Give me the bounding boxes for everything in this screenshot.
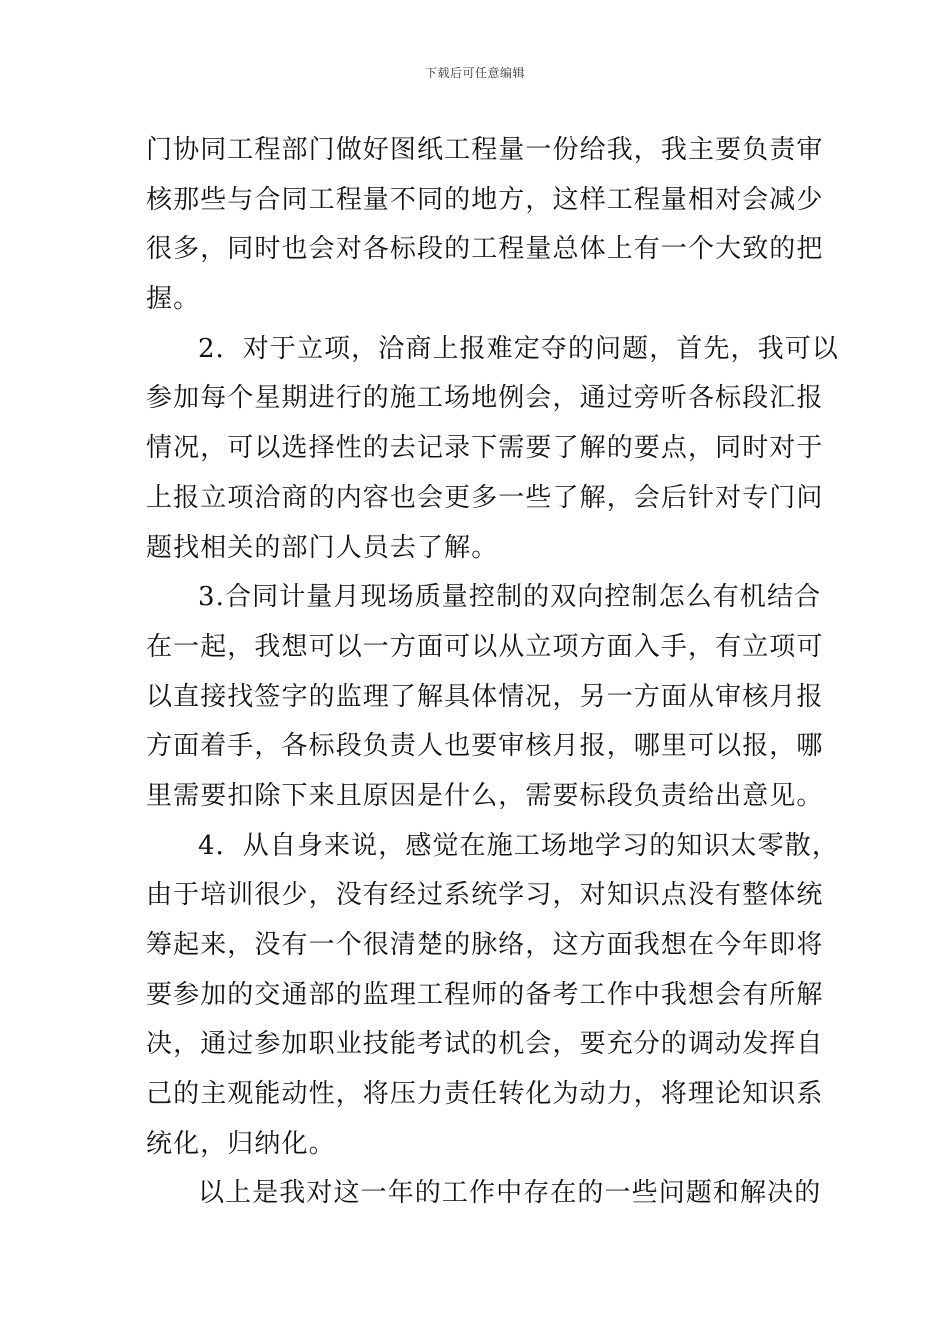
text-line: 参加每个星期进行的施工场地例会，通过旁听各标段汇报 <box>146 383 824 414</box>
paragraph-2-start: 2．对于立项，洽商上报难定夺的问题，首先，我可以 <box>198 333 839 364</box>
text-line: 在一起，我想可以一方面可以从立项方面入手，有立项可 <box>146 631 824 662</box>
text-line: 统化，归纳化。 <box>146 1128 336 1159</box>
text-line: 由于培训很少，没有经过系统学习，对知识点没有整体统 <box>146 880 824 911</box>
text-line: 题找相关的部门人员去了解。 <box>146 532 499 563</box>
paragraph-3-start: 3.合同计量月现场质量控制的双向控制怎么有机结合 <box>198 582 822 613</box>
text-line: 己的主观能动性，将压力责任转化为动力，将理论知识系 <box>146 1079 824 1110</box>
text-line: 以直接找签字的监理了解具体情况，另一方面从审核月报 <box>146 681 824 712</box>
text-line: 要参加的交通部的监理工程师的备考工作中我想会有所解 <box>146 979 824 1010</box>
text-line: 情况，可以选择性的去记录下需要了解的要点，同时对于 <box>146 433 824 464</box>
text-line: 核那些与合同工程量不同的地方，这样工程量相对会减少 <box>146 184 824 215</box>
text-line: 门协同工程部门做好图纸工程量一份给我，我主要负责审 <box>146 135 824 165</box>
text-line: 筹起来，没有一个很清楚的脉络，这方面我想在今年即将 <box>146 930 824 960</box>
paragraph-5-start: 以上是我对这一年的工作中存在的一些问题和解决的 <box>198 1178 822 1209</box>
text-line: 方面着手，各标段负责人也要审核月报，哪里可以报，哪 <box>146 731 824 762</box>
text-line: 决，通过参加职业技能考试的机会，要充分的调动发挥自 <box>146 1029 824 1060</box>
text-line: 上报立项洽商的内容也会更多一些了解，会后针对专门问 <box>146 482 824 513</box>
text-line: 里需要扣除下来且原因是什么，需要标段负责给出意见。 <box>146 780 824 811</box>
paragraph-4-start: 4．从自身来说，感觉在施工场地学习的知识太零散， <box>198 830 839 861</box>
page-header: 下载后可任意编辑 <box>424 66 525 80</box>
text-line: 很多，同时也会对各标段的工程量总体上有一个大致的把 <box>146 234 824 265</box>
text-line: 握。 <box>146 284 201 315</box>
document-body <box>146 126 839 1219</box>
